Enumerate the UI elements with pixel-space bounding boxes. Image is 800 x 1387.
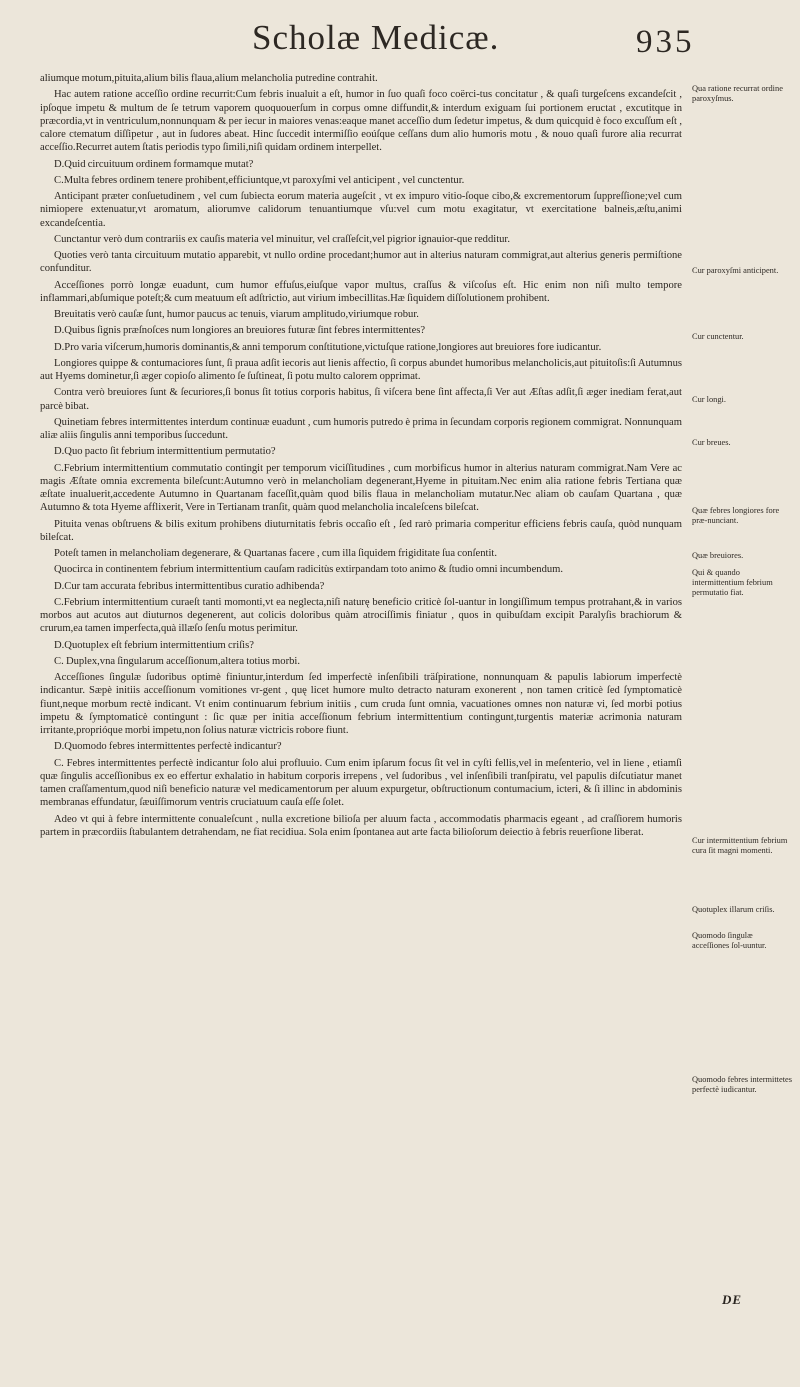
answer: C.Febrium intermittentium commutatio contingit per temporum viciſſitudines , cum morbificus humor in alterius naturam commigrat.Nam Vere ac magis Æſtate omnia excrementa bileſcunt:Autumno verò in melancholiam degenerant,Hyeme in pituitam.Nec enim alia ratione febris Tertiana quæ æſtate inualuerit,accedente Autumno in Quartanam faceſſit,quàm quod bilis flaua in melancholiam mutatur.Nec aliam ob cauſam Quartana , quæ Autumno & tota Hyeme afflixerit, Vere in Tertianam tranſit, quàm quod melancholia incaleſcens bileſcat. (40, 462, 682, 514)
paragraph: Quoties verò tanta circuituum mutatio apparebit, vt nullo ordine procedant;humor aut in alterius naturam commigrat,aut alterius generis permiſtione confunditur. (40, 250, 682, 275)
answer: C. Duplex,vna ſingularum acceſſionum,altera totius morbi. (54, 655, 301, 667)
body-text (40, 72, 682, 842)
paragraph: Hac autem ratione acceſſio ordine recurrit:Cum febris inualuit a eſt, humor in ſuo quaſi foco coërci-tus concitatur , & quaſi turgeſcens excandeſcit , ipſoque impetu & multum de ſe tetrum vaporem quoquouerſum in corpus omne diffundit,& interdum exiguam ſui portionem eructat , excutitque in præcordia,vt in ventriculum,nonnunquam & per iecur in maiores venas:eaque manet acceſſio dum ſedetur impetus, & dum quicquid è foco excuſſum eſt , calore ctematum diſſipetur , aut in ſudores abeat. Hinc ſuccedit intermiſſio eoúſque ceſſans dum alio humoris motu , & nouo quaſi furore alia recurrat acceſſio.Recurret autem ſtatis periodis typo ſimili,niſi quidam ordinem interpellet. (40, 89, 682, 154)
margin-note: Cur cunctentur. (692, 332, 744, 341)
question: D.Quomodo febres intermittentes perfectè indicantur? (54, 741, 282, 753)
margin-note: Quomodo febres intermittetes perfectè iudicantur. (692, 1075, 793, 1094)
margin-note: Cur breues. (692, 438, 731, 447)
question: D.Cur tam accurata febribus intermittentibus curatio adhibenda? (54, 580, 325, 592)
paragraph: Acceſſiones porrò longæ euadunt, cum humor effuſus,eiuſque vapor multus, craſſus & viſcoſus eſt. Hic enim non niſi multo tempore inflammari,abſumique poteſt;& cum meatuum eſt adſtrictio, aut virium imbecillitas.Hæ ſiquidem diſſolutionem prohibent. (40, 279, 682, 304)
paragraph: Anticipant præter conſuetudinem , vel cum ſubiecta eorum materia augeſcit , vt ex impuro vitio-ſoque cibo,& excrementorum ſuppreſſione;vel cum nimiopere extenuatur,vt aromatum, aliorumve calidorum tenuantiumque vſu:vel cum motu exagitatur, vt exercitatione balneis,æſtu,animi excandeſcentia. (40, 191, 682, 229)
margin-note: Quotuplex illarum criſis. (692, 905, 775, 914)
paragraph: Longiores quippe & contumaciores ſunt, ſi praua adſit iecoris aut lienis affectio, ſi corpus abundet humoribus melancholicis,aut pituitoſis:ſi Autumnus aut Hyems dominetur,ſi æger copioſo alimento ſe ſuſtineat, ſi potu multo calorem opprimat. (40, 357, 682, 382)
margin-note: Quæ febres longiores fore præ-nunciant. (692, 506, 780, 525)
paragraph: Poteſt tamen in melancholiam degenerare, & Quartanas facere , cum illa ſiquidem frigiditate ſua conſentit. (54, 548, 497, 559)
paragraph: Quocirca in continentem febrium intermittentium cauſam radicitùs extirpandam toto animo & ſtudio omni incumbendum. (54, 564, 564, 576)
margin-note: Qui & quando intermittentium febrium permutatio fiat. (692, 568, 773, 597)
running-title: Scholæ Medicæ. (252, 18, 500, 57)
margin-note: Cur longi. (692, 395, 726, 404)
paragraph: Pituita venas obſtruens & bilis exitum prohibens diuturnitatis febris occaſio eſt , ſed rarò primaria comperitur efficiens febris cauſa, quòd nunquam bileſcat. (40, 518, 682, 543)
margin-note: Quomodo ſingulæ acceſſiones ſol-uuntur. (692, 931, 767, 950)
answer: C.Febrium intermittentium curaeſt tanti momonti,vt ea neglecta,niſi naturę beneficio criticè ſol-uantur in longiſſimum tempus protrahant,& in varios morbos aut acutos aut diuturnos degenerent, aut colicis doloribus quàm atrociſſimis finiatur , quos in quibuſdam excipit Paralyſis brachiorum & crurum,ea tamen imperfecta,quà illæſo ſenſu motus perimitur. (40, 596, 682, 635)
margin-note: Quæ breuiores. (692, 551, 744, 560)
paragraph: Acceſſiones ſingulæ ſudoribus optimè finiuntur,interdum ſed imperfectè inſenſibili träſpiratione, nonnunquam & papulis labiorum imperfectè indicantur. Sæpè initiis acceſſionum vomitiones vr-gent , quę licet humore multo detracto naturam exonerent , non tamen criticè ſed ſymptomaticè fiunt,neque morbum rectè indicant. Vt enim continuarum febrium initiis , cum cruda ſunt omnia, vacuationes omnes non naturæ vi, ſed morbi potius impetu & ſymptomaticè contingunt : ſic quæ per initia acceſſionum febrium intermittentium contingunt,turgentis materiæ acrimonia naturam irritante,proprióque morbi impetu,non ſolius naturæ victricis robore fiunt. (40, 672, 682, 736)
margin-note: Cur paroxyſmi anticipent. (692, 266, 779, 275)
answer: C.Multa febres ordinem tenere prohibent,efficiuntque,vt paroxyſmi vel anticipent , vel cunctentur. (54, 174, 465, 186)
paragraph: Breuitatis verò cauſæ ſunt, humor paucus ac tenuis, viarum amplitudo,viriumque robur. (54, 309, 419, 320)
question: D.Quotuplex eſt febrium intermittentium criſis? (54, 639, 254, 651)
paragraph: Quinetiam febres intermittentes interdum continuæ euadunt , cum humoris putredo è prima in ſecundam corporis regionem commigrat. Nonnunquam aliæ aliis ſingulis anni temporibus ſuccedunt. (40, 416, 682, 441)
page-number: 935 (636, 24, 695, 60)
question: D.Quo pacto ſit febrium intermittentium permutatio? (54, 446, 276, 458)
answer: D.Pro varia viſcerum,humoris dominantis,& anni temporum conſtitutione,victuſque ratione,longiores aut breuiores fore iudicantur. (54, 341, 602, 353)
margin-note: Qua ratione recurrat ordine paroxyſmus. (692, 84, 783, 103)
paragraph: Adeo vt qui à febre intermittente conualeſcunt , nulla excretione bilioſa per aluum facta , accommodatis pharmacis egeant , ad craſſiorem humoris partem in præcordiis ſtabulantem detrahendam, ne fiat recidiua. Sola enim ſpontanea aut arte facta bilioſorum deiectio à febris reuerſione liberat. (40, 813, 682, 838)
question: D.Quibus ſignis præſnoſces num longiores an breuiores futuræ ſint febres intermittentes? (54, 325, 426, 337)
question: D.Quid circuituum ordinem formamque mutat? (54, 158, 254, 170)
answer: C. Febres intermittentes perfectè indicantur ſolo alui profluuio. Cum enim ipſarum focus ſit vel in cyſti fellis,vel in meſenterio, vel in liene , etiamſi quæ ſingulis acceſſionibus ex eo effertur exhalatio in habitum corporis irrepens , vel ſudoribus , vel inſenſibili tranſpiratu, vel papulis diſcutiatur manet tamen craſſamentum,quod niſi beneficio naturæ vel medicamentorum per aluum expurgetur, obſtructionum contumacium, icteri, & ſi illinc in abdominis membranas effundatur, ſæuiſſimorum ventris cruciatuum cauſa eſſe ſolet. (40, 757, 682, 809)
catchword: DE (722, 1292, 743, 1307)
paragraph: Contra verò breuiores ſunt & ſecuriores,ſi bonus ſit totius corporis habitus, ſi viſcera bene ſint affecta,ſi Ver aut Æſtas adſit,ſi æger inediam ferat,aut parcè bibat. (40, 387, 682, 412)
running-head (0, 14, 800, 64)
paragraph: aliumque motum,pituita,alium bilis flaua,alium melancholia putredine contrahit. (40, 73, 378, 84)
margin-note: Cur intermittentium febrium cura ſit magni momenti. (692, 836, 788, 855)
paragraph: Cunctantur verò dum contrariis ex cauſis materia vel minuitur, vel craſſeſcit,vel pigrior ignauior-que redditur. (54, 233, 511, 245)
